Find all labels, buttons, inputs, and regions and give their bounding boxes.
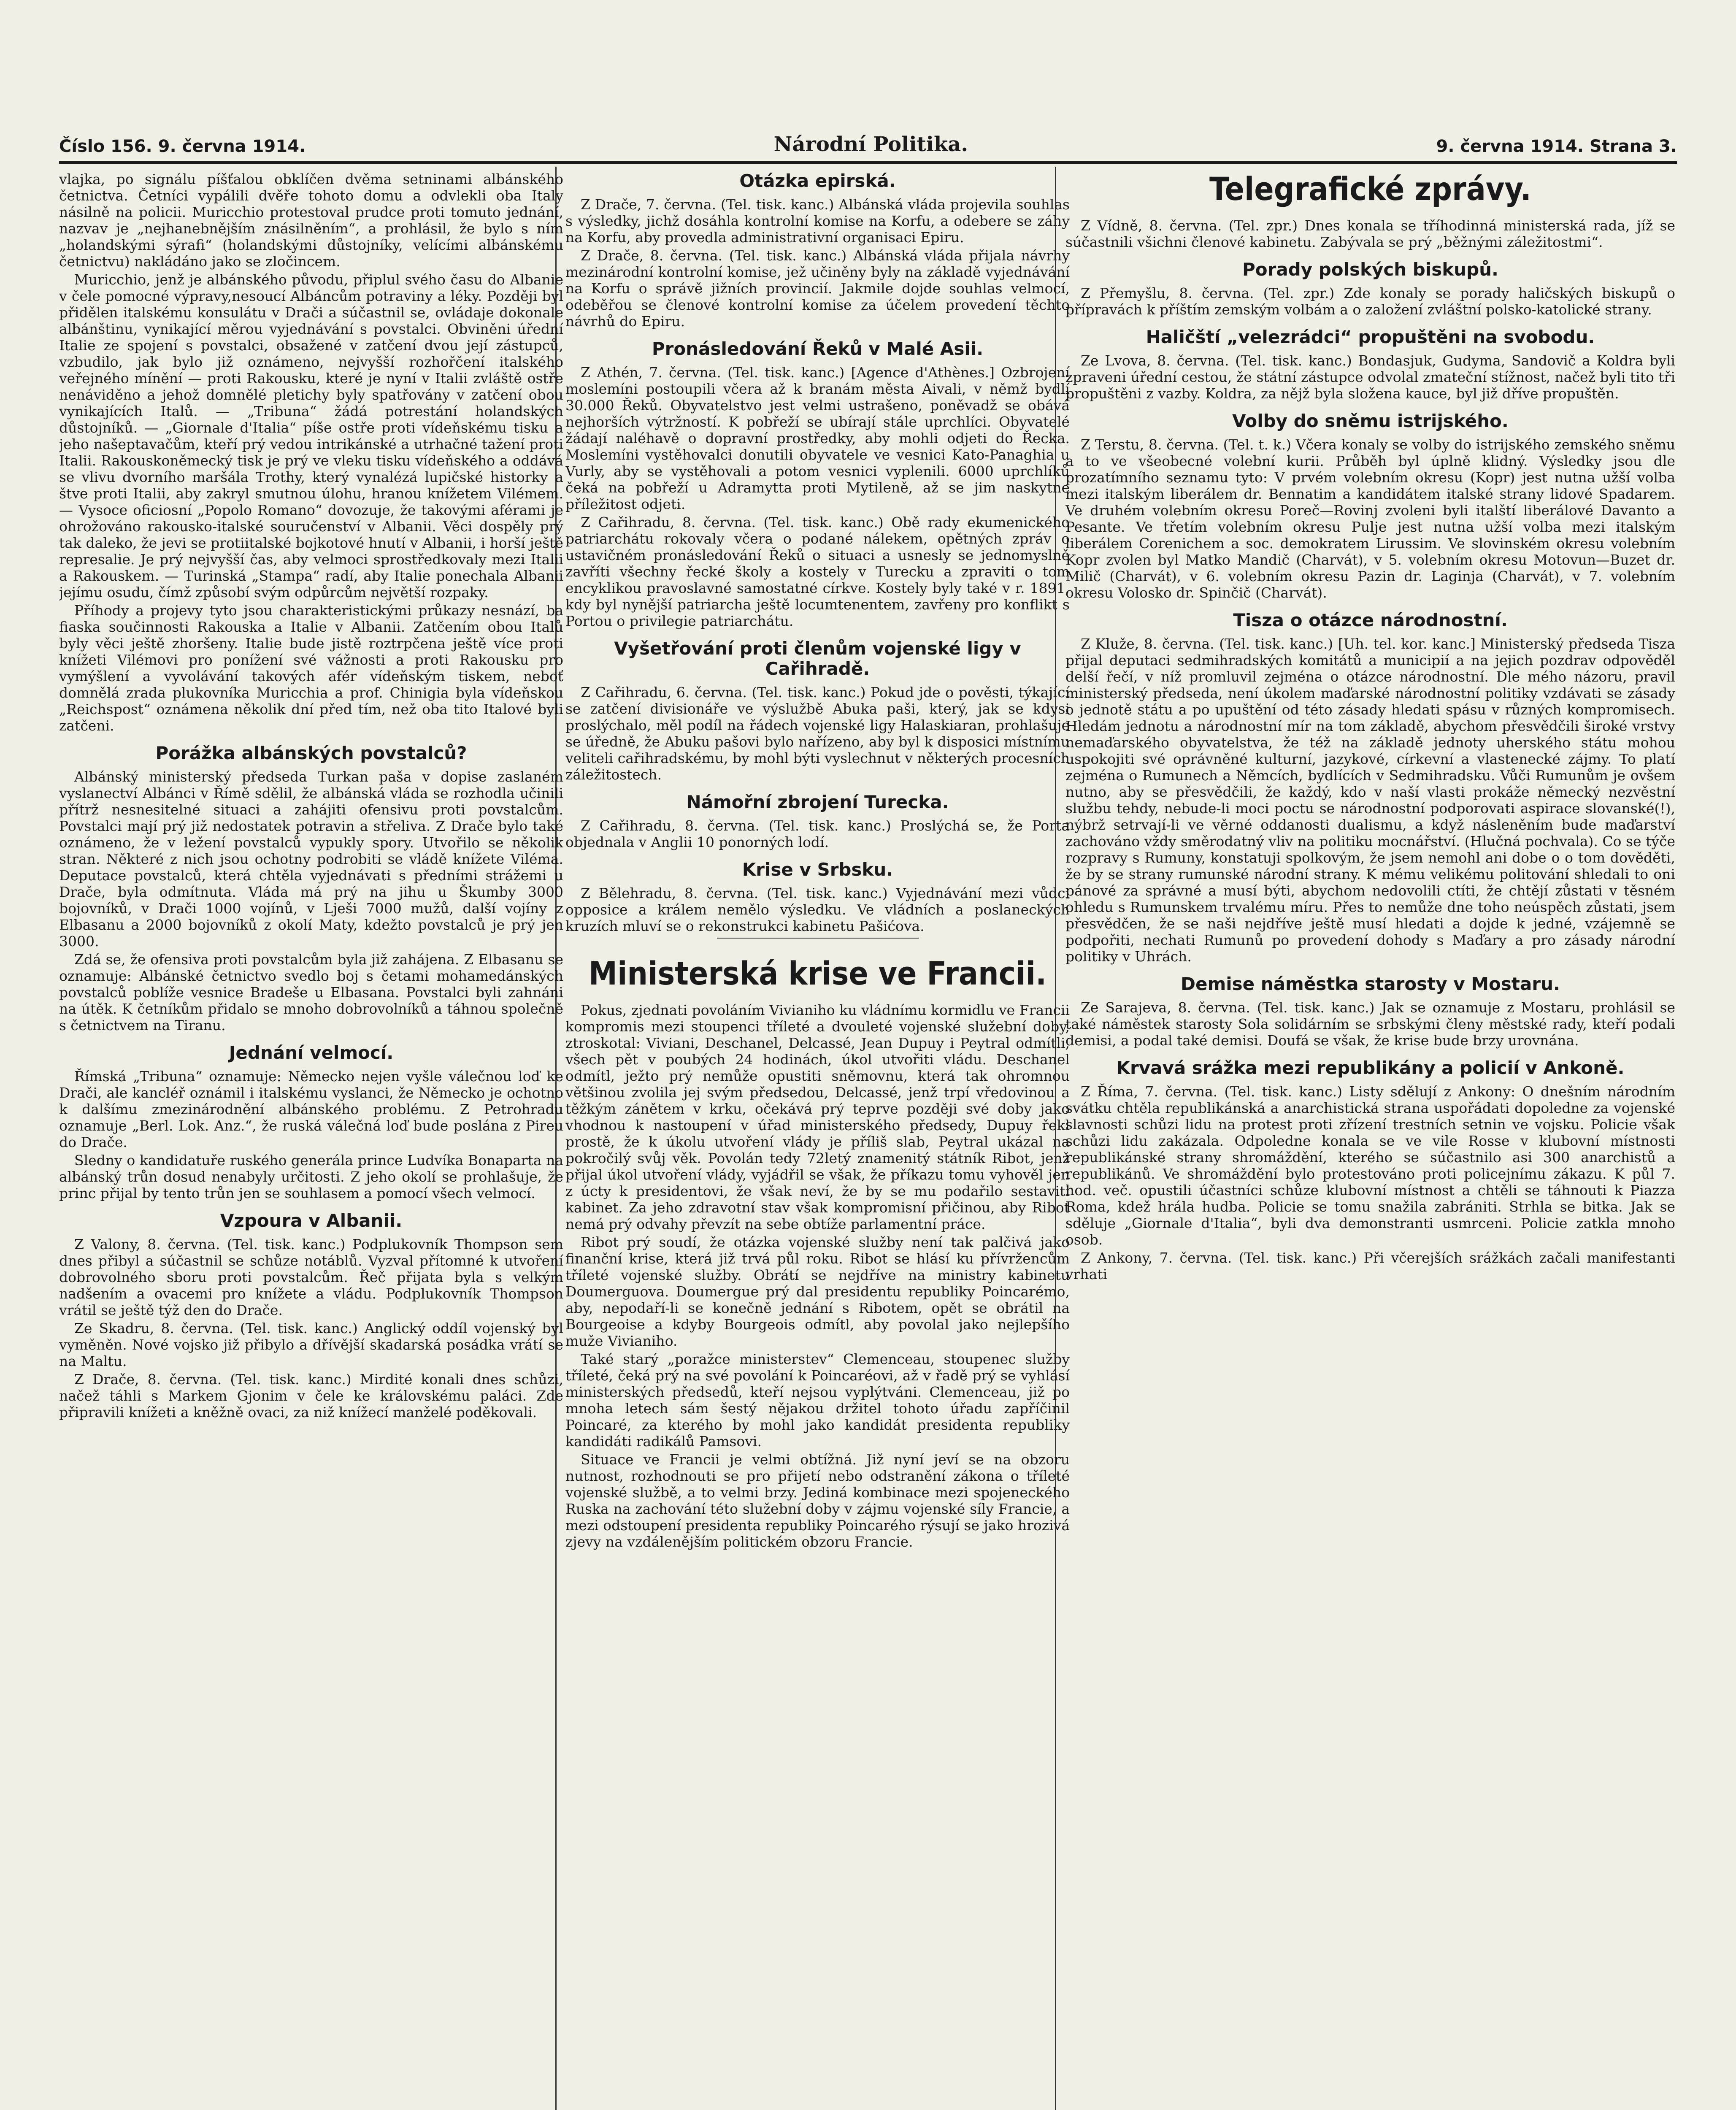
article-heading: Demise náměstka starosty v Mostaru. [1181,974,1560,994]
article-heading: Vzpoura v Albanii. [220,1210,403,1231]
column-2 [565,171,1070,2110]
article-paragraph: Z Ankony, 7. června. (Tel. tisk. kanc.) Při včerejších srážkách začali manifestanti vrhati [1065,1250,1675,1282]
article-heading: Porady polských biskupů. [1242,259,1498,280]
article-heading: Námořní zbrojení Turecka. [686,792,949,812]
article-paragraph: Římská „Tribuna“ oznamuje: Německo nejen vyšle válečnou loď ke Drači, ale kancléř oznámil i italskému vyslanci, že Německo je ochotno k dalšímu zmezinárodnění albánského problému. Z Petrohradu oznamuje „Berl. Lok. Anz.“, že ruská válečná loď bude poslána z Pireu do Drače. [59,1068,563,1150]
running-header [59,127,1677,156]
article-paragraph: Z Athén, 7. června. (Tel. tisk. kanc.) [Agence d'Athènes.] Ozbrojení moslemíni postoupili včera až k branám města Aivali, v němž bydlí 30.000 Řeků. Obyvatelstvo jest velmi ustrašeno, poněvadž se obává nejhorších výtržností. K pobřeží se ubírají stále uprchlíci. Obyvatelé žádají naléhavě o dopravní prostředky, aby mohli odjeti do Řecka. Moslemíni vystěhovalci donutili obyvatele ve vesnici Kato-Panaghia u Vurly, aby se vystěhovali a potom vesnici vyplenili. 6000 uprchlíků čeká na pobřeží u Adramytta proti Mytileně, až se jim naskytne příležitost odjeti. [565,364,1070,512]
article-heading-large: Telegrafické zprávy. [1209,171,1532,208]
article-paragraph: Také starý „poražce ministerstev“ Clemenceau, stoupenec služby tříleté, čeká prý na své povolání k Poincaréovi, až v řadě prý se vyhlásí ministerských předsedů, kteří nejsou vyplýtváni. Clemenceau, již po mnoha letech sám šestý nějakou držitel tohoto úřadu zapříčinil Poincaré, za kterého by mohl jako kandidát presidenta republiky kandidáti radikálů Pamsovi. [565,1351,1070,1450]
article-paragraph: Pokus, zjednati povoláním Vivianiho ku vládnímu kormidlu ve Francii kompromis mezi stoupenci tříleté a dvouleté vojenské služební doby, ztroskotal: Viviani, Deschanel, Delcassé, Jean Dupuy i Peytral odmítli, všech pět v poubých 24 hodinách, úkol utvořiti vládu. Deschanel odmítl, ježto prý nemůže opustiti sněmovnu, která tak ohromnou většinou zvolila jej svým předsedou, Delcassé, jenž trpí vředovinou a těžkým zánětem v krku, očekává prý teprve později své doby jako vhodnou k nastoupení v úřad ministerského předsedy, Dupuy řekl prostě, že k úkolu utvoření vlády je příliš slab, Peytral ukázal na pokročilý svůj věk. Povolán tedy 72letý znamenitý státník Ribot, jenž přijal úkol utvoření vlády, vyjádřil se však, že příkazu tomu vyhověl jen z úcty k presidentovi, že však neví, že by se mu podařilo sestaviti kabinet. Za jeho zdravotní stav však kompromisní přičinou, aby Ribot nemá prý odvahy převzít na sebe obtíže parlamentní práce. [565,1002,1070,1232]
article-paragraph: Z Říma, 7. června. (Tel. tisk. kanc.) Listy sdělují z Ankony: O dnešním národním svátku chtěla republikánská a anarchistická strana uspořádati dopoledne za vojenské slavnosti schůzi lidu na protest proti zřízení trestních setnin ve vojsku. Policie však schůzi lidu zakázala. Odpoledne konala se ve vile Rosse v klubovní místnosti republikánské strany shromáždění, kterého se súčastnilo asi 300 anarchistů a republikánů. Ve shromáždění bylo protestováno proti policejnímu zákazu. K půl 7. hod. več. opustili účastníci schůze klubovní místnost a chtěli se táhnouti k Piazza Roma, kdež hrála hudba. Policie se tomu snažila zabrániti. Strhla se bitka. Jak se sděluje „Giornale d'Italia“, byli dva demonstranti usmrceni. Policie zatkla mnoho osob. [1065,1083,1675,1248]
article-heading: Vyšetřování proti členům vojenské ligy v Cařihradě. [614,638,1021,679]
article-heading-large: Ministerská krise ve Francii. [588,955,1047,992]
article-paragraph: Z Terstu, 8. června. (Tel. t. k.) Včera konaly se volby do istrijského zemského sněmu a to ve všeobecné volební kurii. Průběh byl úplně klidný. Výsledky jsou dle prozatímního seznamu tyto: V prvém volebním okresu (Kopr) jest nutna užší volba mezi italským liberálem dr. Bennatim a kandidátem italské strany lidové Spadarem. Ve druhém volebním okresu Poreč—Rovinj zvoleni byli italští liberálové Davanto a Pesante. Ve třetím volebním okresu Pulje jest nutna užší volba mezi italským liberálem Corenichem a soc. demokratem Lirussim. Ve slovinském okresu volebním Kopr zvolen byl Matko Mandič (Charvát), v 5. volebním okresu Motovun—Buzet dr. Milič (Charvát), v 6. volebním okresu Pazin dr. Laginja (Charvát), v 7. volebním okresu Volosko dr. Spinčič (Charvát). [1065,436,1675,601]
article-paragraph: Příhody a projevy tyto jsou charakteristickými průkazy nesnází, ba fiaska součinnosti Rakouska a Italie v Albanii. Zatčením obou Italů byly věci ještě zhoršeny. Italie bude jistě roztrpčena ještě více proti knížeti Vilémovi pro ponížení své vážnosti a proti Rakousku pro vymýšlení a vyvolávání takových afér vídeňským tiskem, neboť domnělá zrada plukovníka Muricchia a prof. Chinigia byla vídeňskou „Reichspost“ oznámena několik dní před tím, než oba tito Italové byli zatčeni. [59,602,563,734]
article-paragraph: Z Drače, 8. června. (Tel. tisk. kanc.) Mirdité konali dnes schůzi, načež táhli s Markem Gjonim v čele ke královskému paláci. Zde připravili knížeti a kněžně ovaci, za niž knížecí manželé poděkovali. [59,1371,563,1420]
article-heading: Volby do sněmu istrijského. [1232,411,1509,431]
article-paragraph: Z Drače, 7. června. (Tel. tisk. kanc.) Albánská vláda projevila souhlas s výsledky, jichž dosáhla kontrolní komise na Korfu, a odebere se záhy na Korfu, aby provedla administrativní organisaci Epiru. [565,196,1070,246]
article-heading: Krise v Srbsku. [742,859,893,880]
article-paragraph: Z Cařihradu, 8. června. (Tel. tisk. kanc.) Proslýchá se, že Porta objednala v Anglii 10 ponorných lodí. [565,817,1070,850]
article-paragraph: Z Bělehradu, 8. června. (Tel. tisk. kanc.) Vyjednávání mezi vůdci opposice a králem nemělo výsledku. Ve vládních a poslaneckých kruzích mluví se o rekonstrukci kabinetu Pašićova. [565,885,1070,934]
article-paragraph: Albánský ministerský předseda Turkan paša v dopise zaslaném vyslanectví Albánci v Římě sdělil, že albánská vláda se rozhodla učinili přítrž nesnesitelné situaci a zahájiti ofensivu proti povstalcům. Povstalci mají prý již nedostatek potravin a střeliva. Z Drače bylo také oznámeno, že v ležení povstalců vypukly spory. Utvořilo se několik stran. Některé z nich jsou ochotny podrobiti se vládě knížete Viléma. Deputace povstalců, která chtěla vyjednávati s předními strážemi u Drače, byla odmítnuta. Vláda má prý na jihu u Škumby 3000 bojovníků, v Drači 1000 vojínů, v Lješi 7000 mužů, další vojíny z Elbasanu a 2000 bojovníků z okolí Maty, kdežto povstalců je prý jen 3000. [59,768,563,950]
section-rule [717,938,919,939]
article-paragraph: Z Kluže, 8. června. (Tel. tisk. kanc.) [Uh. tel. kor. kanc.] Ministerský předseda Tisza přijal deputaci sedmihradských komitátů a municipií a na jejich pozdrav odpověděl delší řečí, v níž promluvil zejména o otázce národnostní. Dle mého názoru, pravil ministerský předseda, není úkolem maďarské národnostní politiky vzdávati se zásady o jednotě státu a po upuštění od této zásady hledati spásu v různých kompromisech. Hledám jednotu a národnostní mír na tom základě, abychom přesvědčili široké vrstvy nemaďarského obyvatelstva, že též na základě jednoty uherského státu mohou uspokojiti své oprávněné kulturní, jazykové, církevní a vlastenecké zájmy. To platí zejména o Rumunech a Němcích, bydlících v Sedmihradsku. Vůči Rumunům je ovšem nutno, aby se přesvědčili, že každý, kdo v naší vlasti prokáže německý nezvěstní službu tehdy, nebude-li moci poctu se národnostní podporovati aspirace slovanské(!), nýbrž setrvají-li ve věrné oddanosti dualismu, a když násleněním bude maďarství zachováno vždy směrodatný vliv na politiku mocnářství. (Hlučná pochvala). Co se týče rozpravy s Rumuny, konstatuji spolkovým, že jsem nemohl ani dobe o o tom dověděti, že by se strany rumunské národní strany. K mému velikému politování shledali to oni pánové za správné a musí býti, abychom nedovolili ctíti, že chtějí zůstati v těsném ohledu s Rumunskem trvalému míru. Přes to nemůže dne toho neúspěch zůstati, jsem přesvědčen, že se naši nejdříve ještě musí hledati a dojde k jedné, vzájemně se podpořiti, nechati Rumunů po provedení dohody s Maďary a pro zásady národní politiky v Uhrách. [1065,636,1675,965]
article-paragraph: Situace ve Francii je velmi obtížná. Již nyní jeví se na obzoru nutnost, rozhodnouti se pro přijetí nebo odstranění zákona o tříleté vojenské službě, a to velmi brzy. Jediná kombinace mezi spojeneckého Ruska na zachování této služební doby v zájmu vojenské síly Francie, a mezi odstoupení presidenta republiky Poincarého rýsují se jako hrozivá zjevy na vzdálenějším politickém obzoru Francie. [565,1451,1070,1550]
article-paragraph: Z Přemyšlu, 8. června. (Tel. zpr.) Zde konaly se porady haličských biskupů o přípravách k příštím zemským volbám a o založení zvláštní polsko-katolické strany. [1065,285,1675,318]
article-paragraph: Muricchio, jenž je albánského původu, připlul svého času do Albanie v čele pomocné výpravy,nesoucí Albáncům potraviny a léky. Později byl přidělen italskému konsulátu v Drači a súčastnil se, ovládaje dokonale albánštinu, vynikající měrou vyjednávání s povstalci. Obviněni úřední Italie ze spojení s povstalci, obsažené v zatčení dvou její zástupců, vzbudilo, jak bylo již oznámeno, nejvyšší rozhořčení italského veřejného mínění — proti Rakousku, které je nyní v Italii zvláště ostře nenáviděno a jehož domnělé pletichy byly spatřovány v zatčení obou vynikajících Italů. — „Tribuna“ žádá potrestání holandských důstojníků. — „Giornale d'Italia“ píše ostře proti vídeňskému tisku a jeho našeptavačům, kteří prý vedou intrikánské a utrhačné tažení proti Italii. Rakouskoněmecký tisk je prý ve vleku tisku vídeňského a oddává se vlivu dvorního maršála Trothy, který vynalézá lupičské historky a štve proti Italii, aby zakryl smutnou úlohu, hranou knížetem Vilémem. — Vysoce oficiosní „Popolo Romano“ dovozuje, že takovými aférami je ohrožováno rakousko-italské souručenství v Albanii. Věci dospěly prý tak daleko, že jevi se protiitalské bojkotové hnutí v Albanii, i horší ještě represalie. Je prý nejvyšší čas, aby velmoci sprostředkovaly mezi Italii a Rakouskem. — Turinská „Stampa“ radí, aby Italie ponechala Albanii jejímu osudu, čímž způsobí svým odpůrcům největší rozpaky. [59,271,563,601]
column-3 [1065,171,1675,2110]
header-rule [59,161,1677,164]
article-heading: Porážka albánských povstalců? [155,743,467,763]
header-masthead: Národní Politika. [773,133,968,156]
article-paragraph: Ze Sarajeva, 8. června. (Tel. tisk. kanc.) Jak se oznamuje z Mostaru, prohlásil se také náměstek starosty Sola solidárním se srbskými členy městské rady, kteří podali demisi, a podal také demisi. Doufá se však, že krise bude brzy urovnána. [1065,999,1675,1049]
article-heading: Krvavá srážka mezi republikány a policií v Ankoně. [1116,1058,1625,1078]
article-paragraph: Z Drače, 8. června. (Tel. tisk. kanc.) Albánská vláda přijala návrhy mezinárodní kontrolní komise, jež učiněny byly na základě vyjednávání na Korfu o správě jižních provincií. Jakmile dojde souhlas velmocí, odeběřou se členové kontrolní komise za účelem provedení těchto návrhů do Epiru. [565,247,1070,330]
article-heading: Pronásledování Řeků v Malé Asii. [652,338,984,359]
article-paragraph: Sledny o kandidatuře ruského generála prince Ludvíka Bonaparta na albánský trůn dosud nenabyly určitosti. Z jeho okolí se prohlašuje, že princ přijal by tento trůn jen se souhlasem a pomocí všech velmocí. [59,1152,563,1201]
article-heading: Haličští „velezrádci“ propuštěni na svobodu. [1146,327,1595,347]
header-issue: Číslo 156. 9. června 1914. [59,137,306,156]
article-heading: Tisza o otázce národnostní. [1233,610,1508,630]
article-paragraph: Z Cařihradu, 6. června. (Tel. tisk. kanc.) Pokud jde o pověsti, týkající se zatčení divisionáře ve výslužbě Abuka paši, který, jak se kdysi proslýchalo, měl podíl na řádech vojenské ligy Halaskiaran, prohlašuje se úředně, že Abuku pašovi bylo nařízeno, aby byl k disposici místnímu veliteli cařihradskému, by mohl býti vyslechnut v některých procesních záležitostech. [565,684,1070,783]
article-paragraph: Z Valony, 8. června. (Tel. tisk. kanc.) Podplukovník Thompson sem dnes přibyl a súčastnil se schůze notáblů. Vyzval přítomné k utvoření dobrovolného sboru proti povstalcům. Řeč přijata byla s velkým nadšením a ovacemi pro knížete a vládu. Podplukovník Thompson vrátil se ještě týž den do Drače. [59,1236,563,1318]
article-paragraph: vlajka, po signálu píšťalou obklíčen dvěma setninami albánského četnictva. Četníci vypálili dvěře tohoto domu a odvlekli oba Italy násilně na policii. Muricchio protestoval prudce proti tomuto jednání, nazvav je „nejhanebnějším znásilněním“, a prohlásil, že bylo s ním „holandskými sýrafi“ (holandskými důstojníky, velícími albánskému četnictvu) nakládáno jako se zločincem. [59,171,563,270]
article-heading: Jednání velmocí. [229,1042,394,1063]
article-paragraph: Ribot prý soudí, že otázka vojenské služby není tak palčivá jako finanční krise, která již trvá půl roku. Ribot se hlásí ku přívržencům tříleté vojenské služby. Obrátí se nejdříve na ministry kabinetu Doumerguova. Doumergue prý dal presidentu republiky Poincarémo, aby, nepodaří-li se konečně jednání s Ribotem, opět se obrátil na Bourgeoise a kdyby Bourgeois odmítl, aby povolal jako nejlepšího muže Vivianiho. [565,1234,1070,1349]
article-paragraph: Ze Skadru, 8. června. (Tel. tisk. kanc.) Anglický oddíl vojenský byl vyměněn. Nové vojsko již přibylo a dřívější skadarská posádka vrátí se na Maltu. [59,1320,563,1369]
article-paragraph: Ze Lvova, 8. června. (Tel. tisk. kanc.) Bondasjuk, Gudyma, Sandovič a Koldra byli zpraveni úřední cestou, že státní zástupce odvolal zmateční stížnost, načež byli tito tři propuštěni z vazby. Koldra, za nějž byla složena kauce, byl již dříve propuštěn. [1065,352,1675,402]
article-paragraph: Zdá se, že ofensiva proti povstalcům byla již zahájena. Z Elbasanu se oznamuje: Albánské četnictvo svedlo boj s četami mohamedánských povstalců poblíže vesnice Bradeše u Elbasana. Povstalci byli zahnáni na útěk. K četníkům přidalo se mnoho dobrovolníků a táhnou společně s četnictvem na Tiranu. [59,951,563,1033]
article-paragraph: Z Vídně, 8. června. (Tel. zpr.) Dnes konala se tříhodinná ministerská rada, jíž se súčastnili všichni členové kabinetu. Zabývala se prý „běžnými záležitostmi“. [1065,217,1675,250]
column-1 [59,171,563,2110]
article-paragraph: Z Cařihradu, 8. června. (Tel. tisk. kanc.) Obě rady ekumenického patriarchátu rokovaly včera o podané nálekem, opětných zpráv o ustavičném pronásledování Řeků o situaci a usnesly se jednomyslně zavříti všechny řecké školy a kostely v Turecku a zpraviti o tom encyklikou pravoslavné samostatné církve. Kostely byly také v r. 1891, kdy byl nynější patriarcha ještě locumtenentem, zavřeny pro konflikt s Portou o privilegie patriarchátu. [565,514,1070,629]
header-page-number: 9. června 1914. Strana 3. [1436,137,1677,156]
article-heading: Otázka epirská. [739,171,896,191]
